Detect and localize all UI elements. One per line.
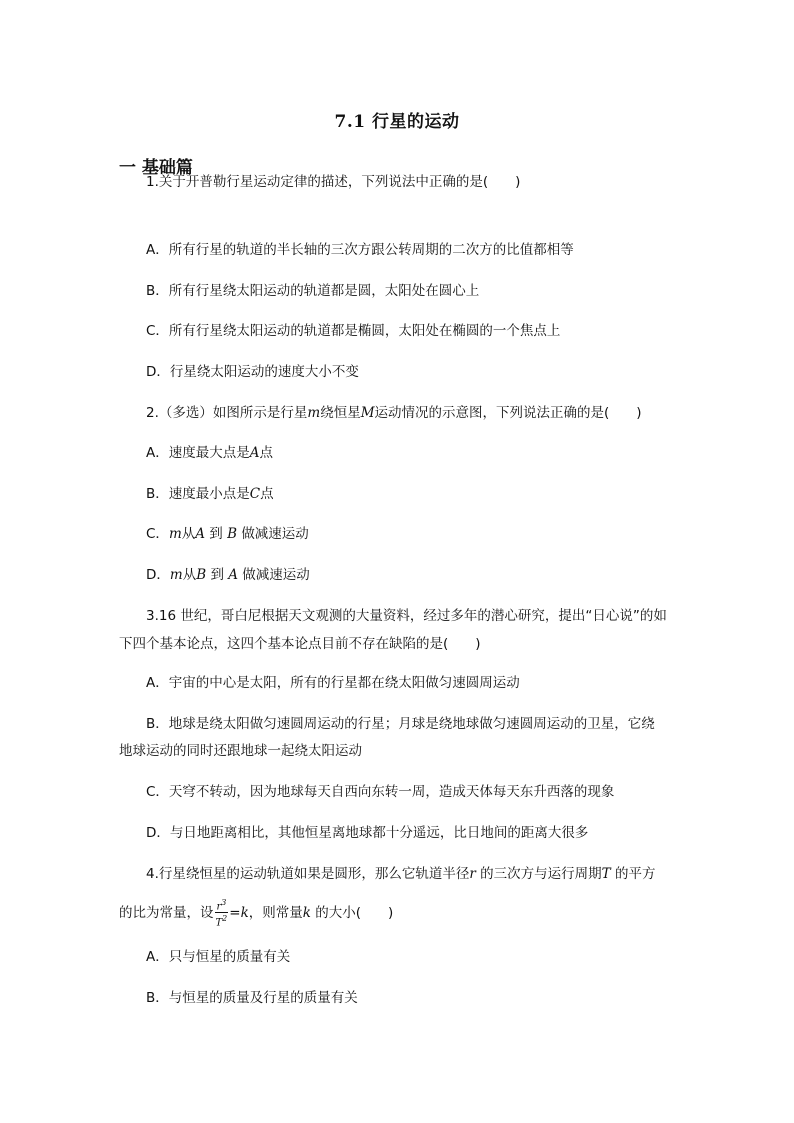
q3-option-a: A．宇宙的中心是太阳，所有的行星都在绕太阳做匀速圆周运动 <box>146 675 520 691</box>
option-text: C． <box>146 526 169 542</box>
frac-denominator-exp: 2 <box>222 914 228 924</box>
var-M: M <box>360 405 375 421</box>
q1-option-c: C．所有行星绕太阳运动的轨道都是椭圆，太阳处在椭圆的一个焦点上 <box>146 323 561 339</box>
q1-option-b: B．所有行星绕太阳运动的轨道都是圆，太阳处在圆心上 <box>146 283 480 299</box>
q2-option-a <box>146 443 273 463</box>
q2-stem-text: 运动情况的示意图，下列说法正确的是( ) <box>374 405 642 421</box>
var-point: A <box>228 567 238 583</box>
section-heading: 一 基础篇 <box>119 158 193 178</box>
frac-denominator: T <box>215 917 223 929</box>
var-T: T <box>601 866 611 882</box>
var-point: A <box>249 445 260 461</box>
option-text: 从 <box>181 526 196 542</box>
var-k: k <box>302 904 311 921</box>
q4-stem-text: 的比为常量，设 <box>119 904 214 921</box>
q2-stem <box>146 403 642 423</box>
option-text: 到 <box>210 567 224 583</box>
var-point: A <box>195 526 205 542</box>
q4-stem-line2 <box>119 897 393 929</box>
frac-numerator: r <box>216 901 222 913</box>
q4-option-a: A．只与恒星的质量有关 <box>146 949 291 965</box>
var-point: C <box>249 486 261 502</box>
q4-stem-text: ，则常量 <box>248 904 303 921</box>
var-m: m <box>307 405 321 421</box>
fraction-r3-over-T2 <box>215 897 229 929</box>
option-text: 从 <box>182 567 197 583</box>
q4-stem-text: 4.行星绕恒星的运动轨道如果是圆形，那么它轨道半径 <box>146 866 470 882</box>
q3-option-b-line2: 地球运动的同时还跟地球一起绕太阳运动 <box>119 743 362 759</box>
var-r: r <box>469 866 476 882</box>
option-text: B．速度最小点是 <box>146 486 250 502</box>
page-title: 7.1 行星的运动 <box>334 112 460 132</box>
q4-stem-line1 <box>146 864 655 884</box>
q2-stem-text: 2.（多选）如图所示是行星 <box>146 405 308 421</box>
q2-option-d <box>146 565 310 585</box>
var-m: m <box>169 567 183 583</box>
q3-option-b-line1: B．地球是绕太阳做匀速圆周运动的行星；月球是绕地球做匀速圆周运动的卫星，它绕 <box>146 716 655 732</box>
option-text: 做减速运动 <box>241 526 309 542</box>
var-point: B <box>227 526 238 542</box>
option-text: 做减速运动 <box>242 567 310 583</box>
option-text: 点 <box>260 486 274 502</box>
frac-numerator-exp: 3 <box>221 898 227 907</box>
var-k: k <box>240 904 249 921</box>
q4-stem-text: 的平方 <box>614 866 656 882</box>
q4-stem-text: 的大小( ) <box>315 904 394 921</box>
q1-option-a: A．所有行星的轨道的半长轴的三次方跟公转周期的二次方的比值都相等 <box>146 242 574 258</box>
q3-stem-line2: 下四个基本论点，这四个基本论点目前不存在缺陷的是( ) <box>119 636 481 652</box>
q2-option-c <box>146 524 309 544</box>
var-point: B <box>196 567 207 583</box>
var-m: m <box>168 526 182 542</box>
q4-stem-text: 的三次方与运行周期 <box>480 866 602 882</box>
q4-option-b: B．与恒星的质量及行星的质量有关 <box>146 990 358 1006</box>
q3-option-d: D．与日地距离相比，其他恒星离地球都十分遥远，比日地间的距离大很多 <box>146 825 589 841</box>
q2-option-b <box>146 484 274 504</box>
option-text: A．速度最大点是 <box>146 445 250 461</box>
q1-option-d: D．行星绕太阳运动的速度大小不变 <box>146 364 359 380</box>
equals-sign: = <box>229 904 241 921</box>
q3-option-c: C．天穹不转动，因为地球每天自西向东转一周，造成天体每天东升西落的现象 <box>146 784 615 800</box>
q2-stem-text: 绕恒星 <box>320 405 361 421</box>
q3-stem-line1: 3.16 世纪，哥白尼根据天文观测的大量资料，经过多年的潜心研究，提出“日心说”的如 <box>146 608 667 624</box>
option-text: 到 <box>209 526 223 542</box>
option-text: 点 <box>259 445 273 461</box>
option-text: D． <box>146 567 170 583</box>
q1-stem: 1.关于开普勒行星运动定律的描述，下列说法中正确的是( ) <box>146 174 521 190</box>
